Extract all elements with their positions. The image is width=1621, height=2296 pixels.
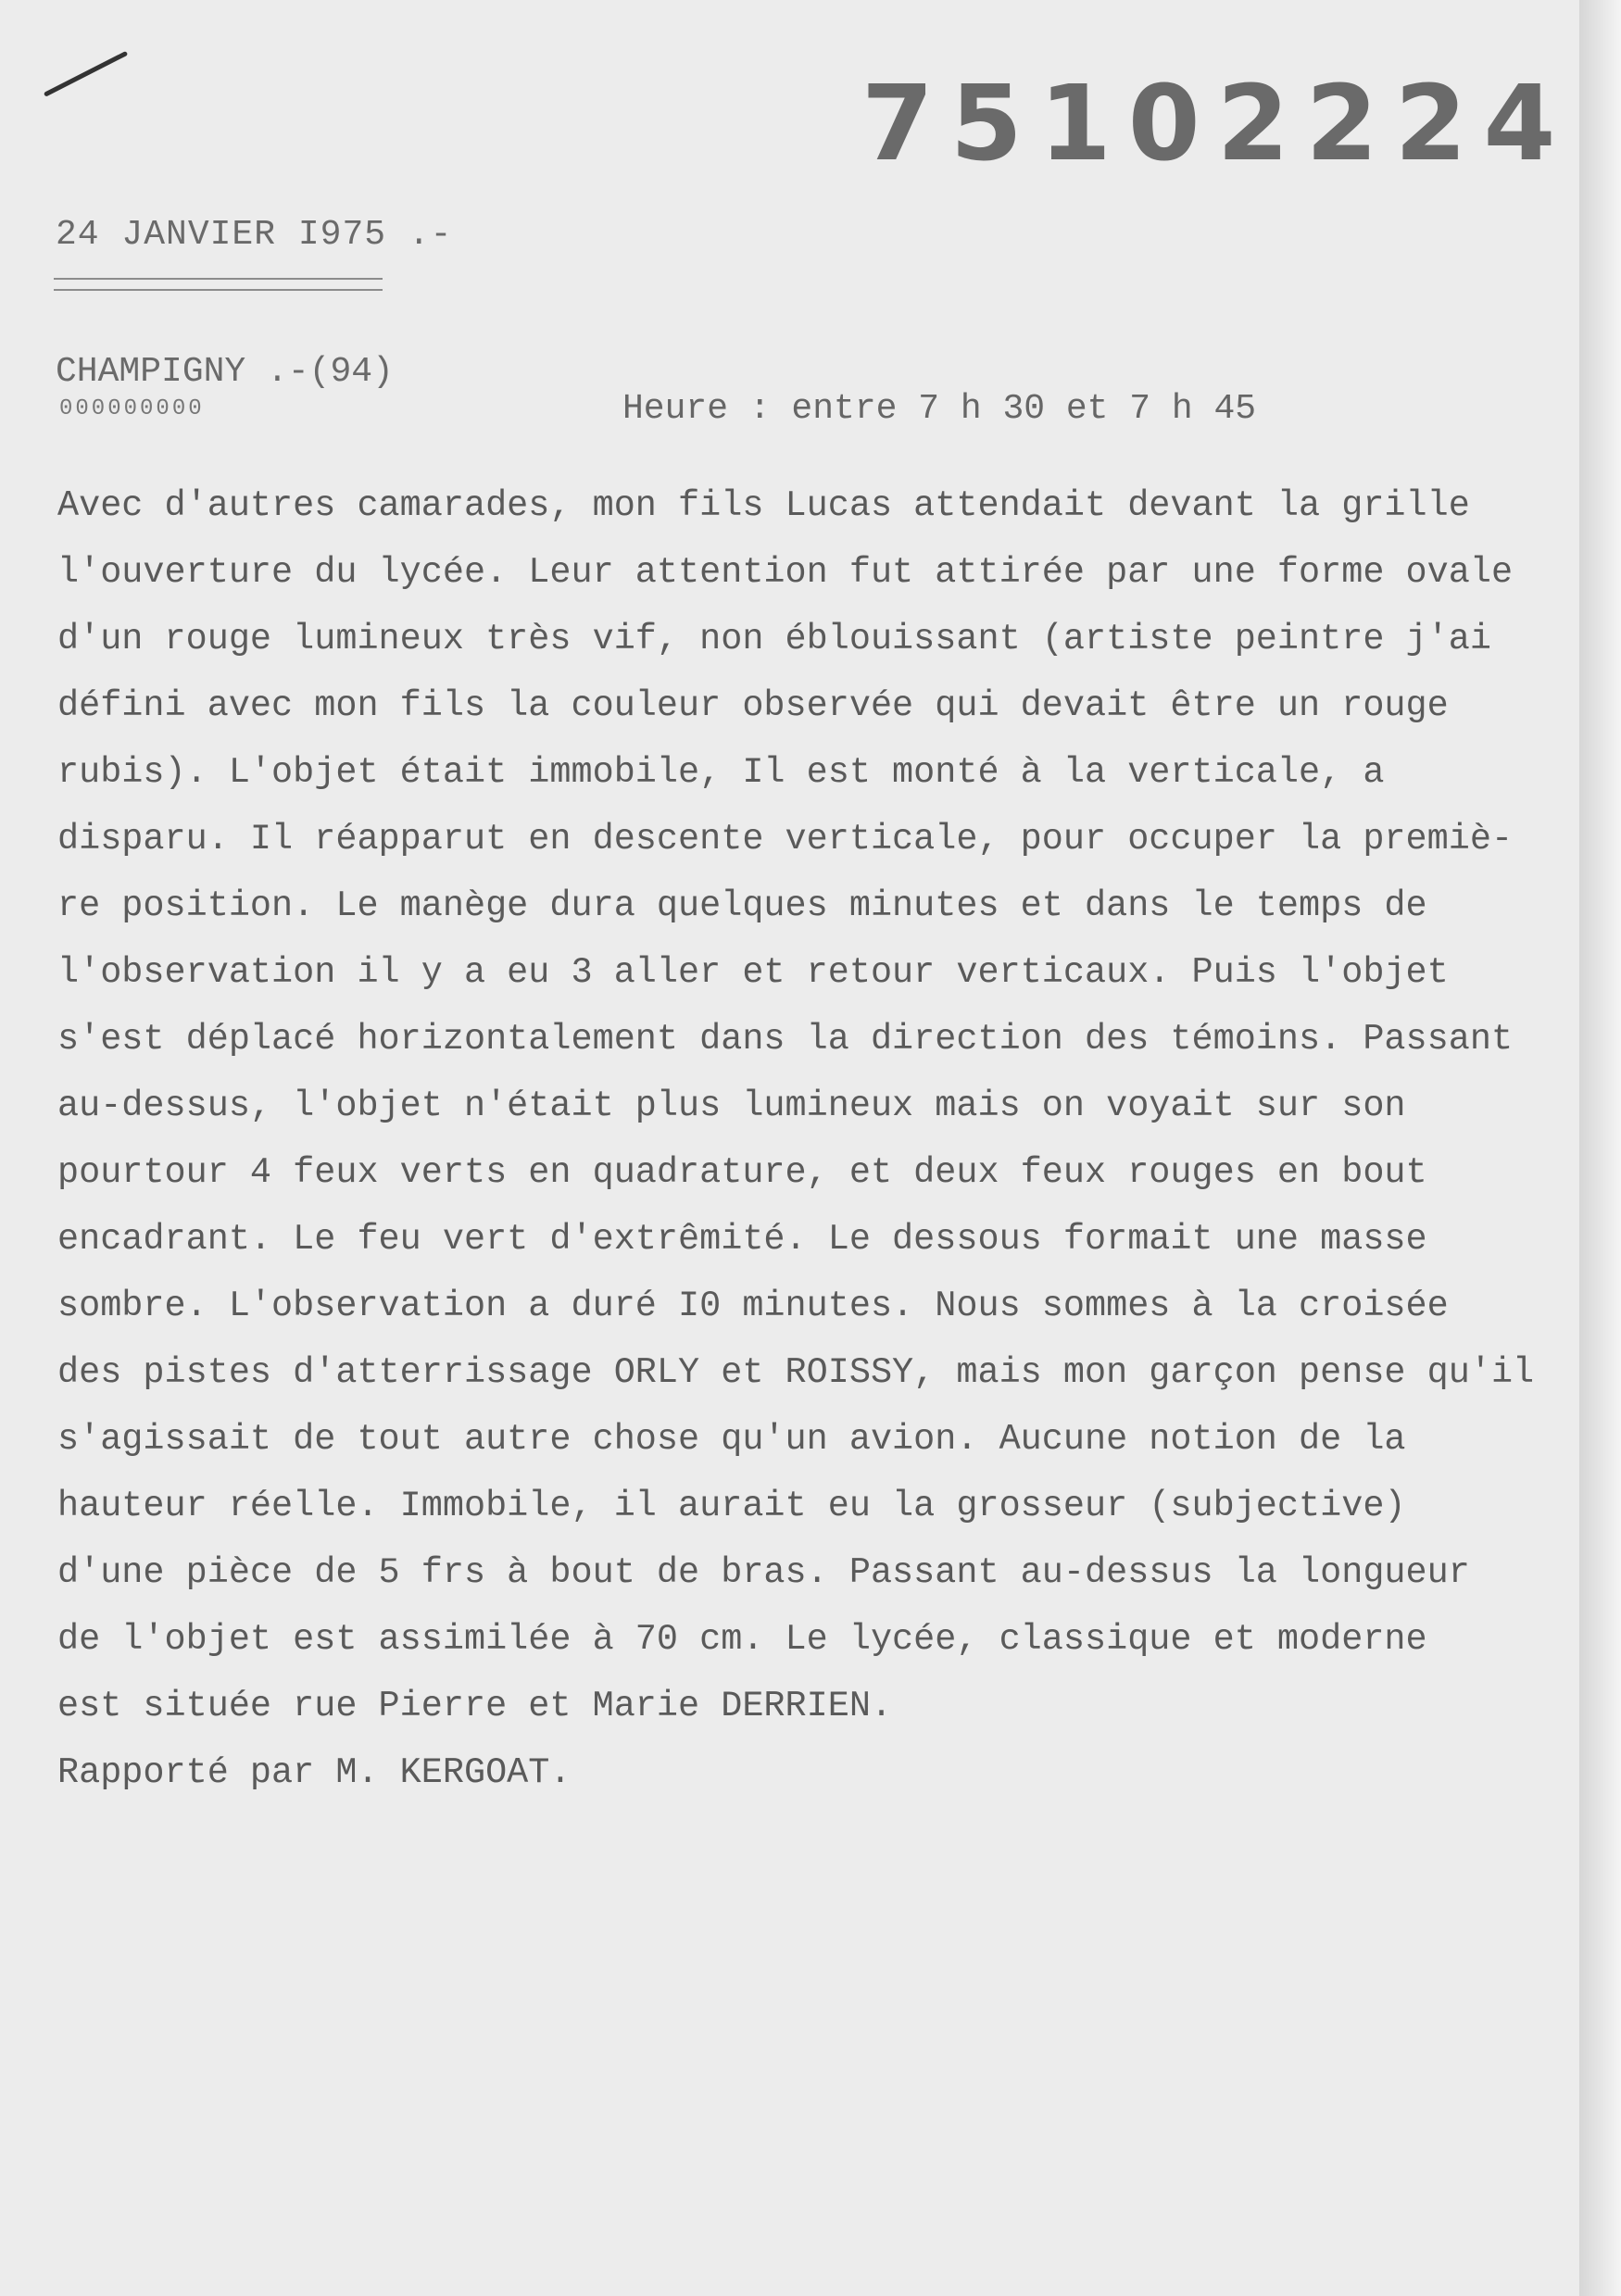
report-line: Avec d'autres camarades, mon fils Lucas attendait devant la grille	[57, 485, 1470, 526]
report-line: sombre. L'observation a duré I0 minutes. Nous sommes à la croisée	[57, 1286, 1449, 1326]
report-signature: Rapporté par M. KERGOAT.	[57, 1752, 572, 1793]
report-line: d'un rouge lumineux très vif, non éblouissant (artiste peintre j'ai	[57, 619, 1491, 659]
report-line: au-dessus, l'objet n'était plus lumineux mais on voyait sur son	[57, 1085, 1406, 1126]
document-number-stamp: 75102224	[861, 64, 1573, 184]
report-line: hauteur réelle. Immobile, il aurait eu la grosseur (subjective)	[57, 1486, 1406, 1526]
report-line: de l'objet est assimilée à 70 cm. Le lycée, classique et moderne	[57, 1619, 1427, 1660]
report-line: d'une pièce de 5 frs à bout de bras. Passant au-dessus la longueur	[57, 1552, 1470, 1593]
report-line: encadrant. Le feu vert d'extrêmité. Le dessous formait une masse	[57, 1219, 1427, 1260]
report-line: l'observation il y a eu 3 aller et retour verticaux. Puis l'objet	[57, 952, 1449, 993]
date-double-rule	[54, 278, 383, 291]
report-line: défini avec mon fils la couleur observée qui devait être un rouge	[57, 685, 1449, 726]
report-line: s'est déplacé horizontalement dans la direction des témoins. Passant	[57, 1019, 1514, 1060]
observation-time: Heure : entre 7 h 30 et 7 h 45	[622, 389, 1257, 429]
report-body	[57, 472, 1577, 1806]
page-edge-shadow	[1579, 0, 1621, 2296]
pencil-mark	[44, 51, 128, 97]
report-line: pourtour 4 feux verts en quadrature, et deux feux rouges en bout	[57, 1152, 1427, 1193]
report-line: disparu. Il réapparut en descente verticale, pour occuper la premiè-	[57, 819, 1514, 859]
report-line: rubis). L'objet était immobile, Il est monté à la verticale, a	[57, 752, 1385, 793]
report-line: des pistes d'atterrissage ORLY et ROISSY, mais mon garçon pense qu'il	[57, 1352, 1535, 1393]
report-line: l'ouverture du lycée. Leur attention fut attirée par une forme ovale	[57, 552, 1514, 593]
report-line: re position. Le manège dura quelques minutes et dans le temps de	[57, 885, 1427, 926]
report-line: est située rue Pierre et Marie DERRIEN.	[57, 1686, 893, 1726]
report-line: s'agissait de tout autre chose qu'un avion. Aucune notion de la	[57, 1419, 1406, 1460]
report-location: CHAMPIGNY .-(94)	[56, 352, 394, 392]
report-date: 24 JANVIER I975 .-	[56, 215, 453, 255]
location-underline: 000000000	[59, 396, 205, 421]
